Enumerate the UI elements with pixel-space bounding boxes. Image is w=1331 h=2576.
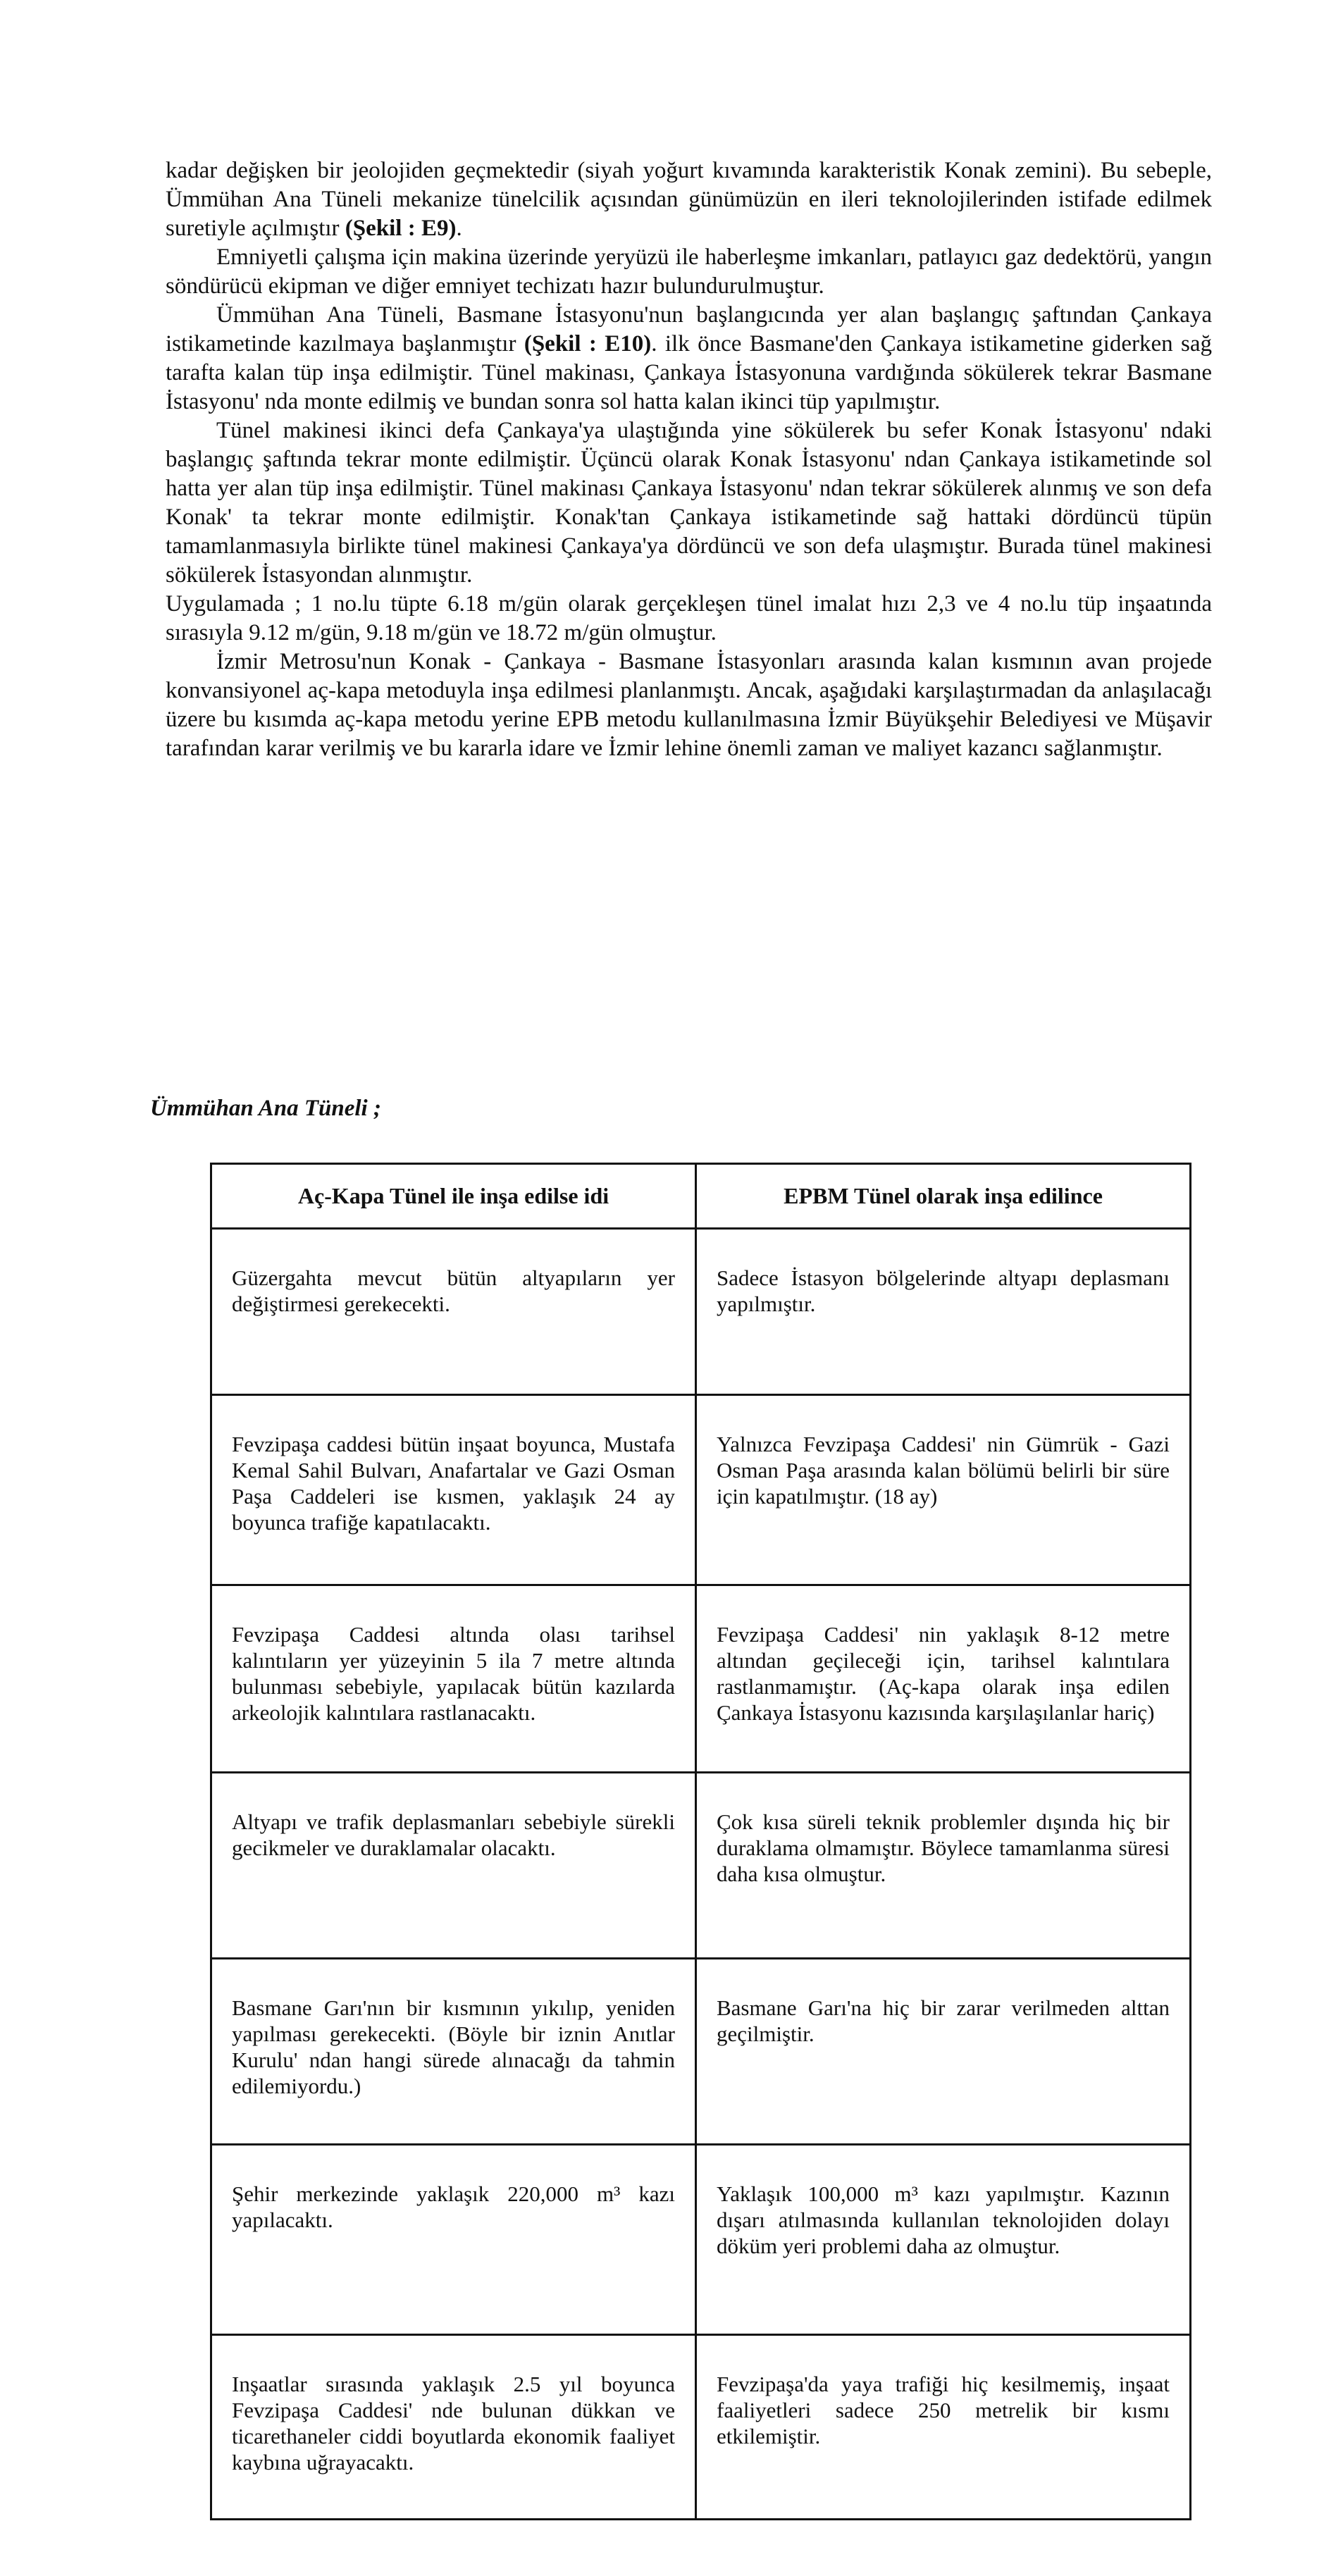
cell-text: Basmane Garı'nın bir kısmının yıkılıp, yeniden yapılması gerekecekti. (Böyle bir iznin Anıtlar Kurulu' ndan hangi sürede alınacağı da tahmin edilemiyordu.) xyxy=(232,1995,675,2098)
epbm-cell xyxy=(696,2145,1191,2335)
table-header-row xyxy=(211,1164,1191,1229)
column-header-open-cut: Aç-Kapa Tünel ile inşa edilse idi xyxy=(211,1164,696,1229)
epbm-cell xyxy=(696,2335,1191,2520)
body-paragraph xyxy=(166,301,1212,416)
cell-text: Sadece İstasyon bölgelerinde altyapı deplasmanı yapılmıştır. xyxy=(717,1265,1170,1316)
cell-text: Altyapı ve trafik deplasmanları sebebiyle sürekli gecikmeler ve duraklamalar olacaktı. xyxy=(232,1809,675,1860)
paragraph-text: . ilk önce Basmane'den Çankaya istikametine giderken sağ tarafta kalan tüp inşa edilmiştir. Tünel makinası, Çankaya İstasyonuna vardığında sökülerek tekrar Basmane İstasyonu' nda monte edilmiş ve bundan sonra sol hatta kalan ikinci tüp yapılmıştır. xyxy=(166,331,1212,414)
table-row xyxy=(211,1959,1191,2145)
paragraph-text: Ümmühan Ana Tüneli, Basmane İstasyonu'nun başlangıcında yer alan başlangıç şaftından Çankaya istikametinde kazılmaya başlanmıştır xyxy=(166,302,1212,357)
body-paragraph xyxy=(166,648,1212,763)
paragraph-text: kadar değişken bir jeolojiden geçmektedir (siyah yoğurt kıvamında karakteristik Konak zemini). Bu sebeple, Ümmühan Ana Tüneli mekanize tünelcilik açısından günümüzün en ileri teknolojilerinden istifade edilmek suretiyle açılmıştır xyxy=(166,158,1212,241)
column-header-epbm: EPBM Tünel olarak inşa edilince xyxy=(696,1164,1191,1229)
paragraph-text: İzmir Metrosu'nun Konak - Çankaya - Basmane İstasyonları arasında kalan kısmının avan projede konvansiyonel aç-kapa metoduyla inşa edilmesi planlanmıştı. Ancak, aşağıdaki karşılaştırmadan da anlaşılacağı üzere bu kısımda aç-kapa metodu yerine EPB metodu kullanılmasına İzmir Büyükşehir Belediyesi ve Müşavir tarafından karar verilmiş ve bu kararla idare ve İzmir lehine önemli zaman ve maliyet kazancı sağlanmıştır. xyxy=(166,649,1212,761)
epbm-cell xyxy=(696,1395,1191,1585)
comparison-table xyxy=(210,1163,1191,2520)
body-text xyxy=(166,156,1212,763)
paragraph-text: Emniyetli çalışma için makina üzerinde yeryüzü ile haberleşme imkanları, patlayıcı gaz dedektörü, yangın söndürücü ekipman ve diğer emniyet techizatı hazır bulundurulmuştur. xyxy=(166,244,1212,299)
cell-text: Fevzipaşa Caddesi' nin yaklaşık 8-12 metre altından geçileceği için, tarihsel kalıntılara rastlanmamıştır. (Aç-kapa olarak inşa edilen Çankaya İstasyonu kazısında karşılaşılanlar hariç) xyxy=(717,1622,1170,1725)
open-cut-cell xyxy=(211,2335,696,2520)
epbm-cell xyxy=(696,1773,1191,1959)
cell-text: Fevzipaşa Caddesi altında olası tarihsel kalıntıların yer yüzeyinin 5 ila 7 metre altında bulunması sebebiyle, yapılacak bütün kazılarda arkeolojik kalıntılara rastlanacaktı. xyxy=(232,1622,675,1725)
table-row xyxy=(211,2335,1191,2520)
cell-text: Fevzipaşa caddesi bütün inşaat boyunca, Mustafa Kemal Sahil Bulvarı, Anafartalar ve Gazi Osman Paşa Caddeleri ise kısmen, yaklaşık 24 ay boyunca trafiğe kapatılacaktı. xyxy=(232,1432,675,1535)
open-cut-cell xyxy=(211,1585,696,1773)
open-cut-cell xyxy=(211,1395,696,1585)
table-row xyxy=(211,1229,1191,1395)
epbm-cell xyxy=(696,1959,1191,2145)
epbm-cell xyxy=(696,1229,1191,1395)
cell-text: Fevzipaşa'da yaya trafiği hiç kesilmemiş, inşaat faaliyetleri sadece 250 metrelik bir kısmı etkilemiştir. xyxy=(717,2372,1170,2448)
cell-text: Yalnızca Fevzipaşa Caddesi' nin Gümrük - Gazi Osman Paşa arasında kalan bölümü belirli bir süre için kapatılmıştır. (18 ay) xyxy=(717,1432,1170,1509)
cell-text: Şehir merkezinde yaklaşık 220,000 m³ kazı yapılacaktı. xyxy=(232,2181,675,2232)
cell-text: Güzergahta mevcut bütün altyapıların yer değiştirmesi gerekecekti. xyxy=(232,1265,675,1316)
epbm-cell xyxy=(696,1585,1191,1773)
table-body xyxy=(211,1229,1191,2520)
body-paragraph xyxy=(166,416,1212,590)
figure-reference: (Şekil : E9) xyxy=(345,216,457,241)
section-heading: Ümmühan Ana Tüneli ; xyxy=(150,1096,381,1121)
table-row xyxy=(211,1773,1191,1959)
body-paragraph xyxy=(166,156,1212,243)
body-paragraph xyxy=(166,243,1212,301)
open-cut-cell xyxy=(211,1959,696,2145)
cell-text: Inşaatlar sırasında yaklaşık 2.5 yıl boyunca Fevzipaşa Caddesi' nde bulunan dükkan ve ticarethaneler ciddi boyutlarda ekonomik faaliyet kaybına uğrayacaktı. xyxy=(232,2372,675,2475)
paragraph-text: . xyxy=(456,216,462,241)
cell-text: Çok kısa süreli teknik problemler dışında hiç bir duraklama olmamıştır. Böylece tamamlanma süresi daha kısa olmuştur. xyxy=(717,1809,1170,1886)
table-row xyxy=(211,1395,1191,1585)
cell-text: Yaklaşık 100,000 m³ kazı yapılmıştır. Kazının dışarı atılmasında kullanılan teknolojiden dolayı döküm yeri problemi daha az olmuştur. xyxy=(717,2181,1170,2258)
open-cut-cell xyxy=(211,2145,696,2335)
paragraph-text: Tünel makinesi ikinci defa Çankaya'ya ulaştığında yine sökülerek bu sefer Konak İstasyonu' ndaki başlangıç şaftında tekrar monte edilmiştir. Üçüncü olarak Konak İstasyonu' ndan Çankaya istikametinde sol hatta yer alan tüp inşa edilmiştir. Tünel makinası Çankaya İstasyonu' ndan tekrar sökülerek alınmış ve son defa Konak' ta tekrar monte edilmiştir. Konak'tan Çankaya istikametinde sağ hattaki dördüncü tüpün tamamlanmasıyla birlikte tünel makinesi Çankaya'ya dördüncü ve son defa ulaşmıştır. Burada tünel makinesi sökülerek İstasyondan alınmıştır. xyxy=(166,418,1212,588)
open-cut-cell xyxy=(211,1229,696,1395)
paragraph-text: Uygulamada ; 1 no.lu tüpte 6.18 m/gün olarak gerçekleşen tünel imalat hızı 2,3 ve 4 no.lu tüp inşaatında sırasıyla 9.12 m/gün, 9.18 m/gün ve 18.72 m/gün olmuştur. xyxy=(166,591,1212,645)
body-paragraph xyxy=(166,590,1212,648)
figure-reference: (Şekil : E10) xyxy=(524,331,652,357)
table-row xyxy=(211,2145,1191,2335)
cell-text: Basmane Garı'na hiç bir zarar verilmeden alttan geçilmiştir. xyxy=(717,1995,1170,2046)
open-cut-cell xyxy=(211,1773,696,1959)
table-row xyxy=(211,1585,1191,1773)
